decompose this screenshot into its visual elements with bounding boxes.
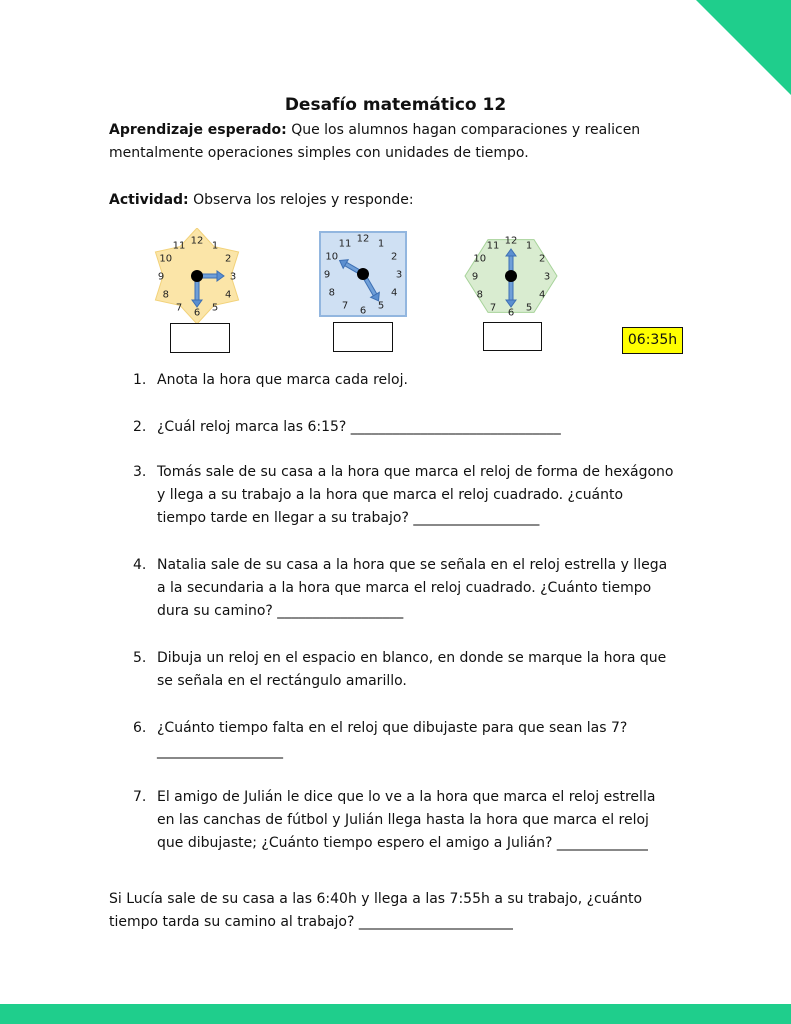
question-7	[133, 786, 693, 855]
clock-number: 10	[473, 253, 487, 265]
question-number: 5.	[133, 650, 147, 666]
question-line: Natalia sale de su casa a la hora que se señala en el reloj estrella y llega	[157, 557, 668, 573]
question-text	[157, 786, 693, 855]
question-line: Dibuja un reloj en el espacio en blanco, en donde se marque la hora que	[157, 650, 667, 666]
clock-number: 5	[377, 300, 385, 312]
question-line: ¿Cuánto tiempo falta en el reloj que dibujaste para que sean las 7?	[157, 720, 628, 736]
question-text	[157, 369, 693, 392]
final-line-2: tiempo tarda su camino al trabajo? ______________________	[109, 914, 513, 930]
clock-number: 8	[476, 289, 483, 301]
question-3	[133, 461, 693, 530]
clock-number: 3	[229, 271, 237, 283]
clock-number: 6	[193, 307, 201, 319]
question-number: 1.	[133, 372, 147, 388]
answer-box-square[interactable]	[333, 322, 393, 352]
clock-number: 9	[323, 269, 331, 281]
clock-number: 9	[157, 271, 165, 283]
expected-label: Aprendizaje esperado:	[109, 122, 287, 138]
clock-number: 12	[504, 235, 518, 247]
hexagon-clock	[459, 228, 563, 324]
question-text	[157, 461, 693, 530]
question-text	[157, 647, 693, 693]
question-number: 2.	[133, 419, 147, 435]
clock-face	[459, 228, 563, 324]
clock-number: 7	[341, 300, 349, 312]
question-text	[157, 717, 693, 763]
clock-number: 4	[391, 287, 398, 299]
bottom-accent-bar	[0, 1004, 791, 1024]
question-line: El amigo de Julián le dice que lo ve a la hora que marca el reloj estrella	[157, 789, 656, 805]
question-2	[133, 416, 693, 439]
clock-number: 10	[159, 253, 173, 265]
question-line: en las canchas de fútbol y Julián llega hasta la hora que marca el reloj	[157, 812, 649, 828]
clock-number: 12	[190, 235, 204, 247]
question-4	[133, 554, 693, 623]
clock-number: 2	[539, 253, 546, 265]
clock-number: 4	[225, 289, 232, 301]
question-line: Tomás sale de su casa a la hora que marca el reloj de forma de hexágono	[157, 464, 674, 480]
clock-number: 11	[172, 240, 186, 252]
question-5	[133, 647, 693, 693]
clock-number: 5	[525, 302, 533, 314]
clock-number: 3	[395, 269, 403, 281]
clock-number: 7	[175, 302, 183, 314]
clock-center	[357, 268, 369, 280]
clock-face	[145, 228, 249, 324]
clock-number: 2	[225, 253, 232, 265]
question-text	[157, 416, 693, 439]
expected-text: Que los alumnos hagan comparaciones y realicen mentalmente operaciones simples con unidades de tiempo.	[109, 122, 641, 161]
clock-number: 8	[162, 289, 169, 301]
question-6	[133, 717, 693, 763]
question-text	[157, 554, 693, 623]
clock-number: 8	[328, 287, 335, 299]
clock-number: 9	[471, 271, 479, 283]
question-number: 7.	[133, 789, 147, 805]
clock-number: 4	[539, 289, 546, 301]
clock-center	[191, 270, 203, 282]
final-line-1: Si Lucía sale de su casa a las 6:40h y llega a las 7:55h a su trabajo, ¿cuánto	[109, 891, 643, 907]
question-1	[133, 369, 693, 392]
question-line: ¿Cuál reloj marca las 6:15? ______________________________	[157, 419, 561, 435]
clock-face	[316, 228, 420, 324]
yellow-time-box: 06:35h	[622, 327, 683, 354]
clock-center	[505, 270, 517, 282]
corner-decoration	[696, 0, 791, 95]
clock-number: 3	[543, 271, 551, 283]
clock-number: 12	[356, 233, 370, 245]
question-number: 3.	[133, 464, 147, 480]
clock-number: 1	[525, 240, 533, 252]
question-number: 6.	[133, 720, 147, 736]
clock-number: 11	[338, 238, 352, 250]
clock-number: 6	[359, 305, 367, 317]
page-title: Desafío matemático 12	[284, 95, 507, 115]
question-line: se señala en el rectángulo amarillo.	[157, 673, 407, 689]
clock-number: 1	[377, 238, 385, 250]
question-line: que dibujaste; ¿Cuánto tiempo espero el amigo a Julián? _____________	[157, 835, 648, 851]
question-number: 4.	[133, 557, 147, 573]
activity-text: Observa los relojes y responde:	[193, 192, 414, 208]
answer-box-hexagon[interactable]	[483, 322, 542, 351]
clock-number: 6	[507, 307, 515, 319]
clock-number: 10	[325, 251, 339, 263]
question-line: dura su camino? __________________	[157, 603, 404, 619]
clock-number: 1	[211, 240, 219, 252]
question-line: Anota la hora que marca cada reloj.	[157, 372, 408, 388]
question-line: __________________	[157, 743, 283, 759]
activity-label: Actividad:	[109, 192, 189, 208]
clock-number: 2	[391, 251, 398, 263]
expected-learning	[109, 119, 669, 165]
clock-number: 7	[489, 302, 497, 314]
clock-number: 5	[211, 302, 219, 314]
square-clock	[316, 228, 420, 324]
activity-line	[109, 189, 669, 212]
star-clock	[145, 228, 249, 324]
answer-box-star[interactable]	[170, 323, 230, 353]
clock-number: 11	[486, 240, 500, 252]
question-line: a la secundaria a la hora que marca el reloj cuadrado. ¿Cuánto tiempo	[157, 580, 652, 596]
question-line: y llega a su trabajo a la hora que marca el reloj cuadrado. ¿cuánto	[157, 487, 624, 503]
question-line: tiempo tarde en llegar a su trabajo? __________________	[157, 510, 540, 526]
final-question	[109, 888, 669, 934]
